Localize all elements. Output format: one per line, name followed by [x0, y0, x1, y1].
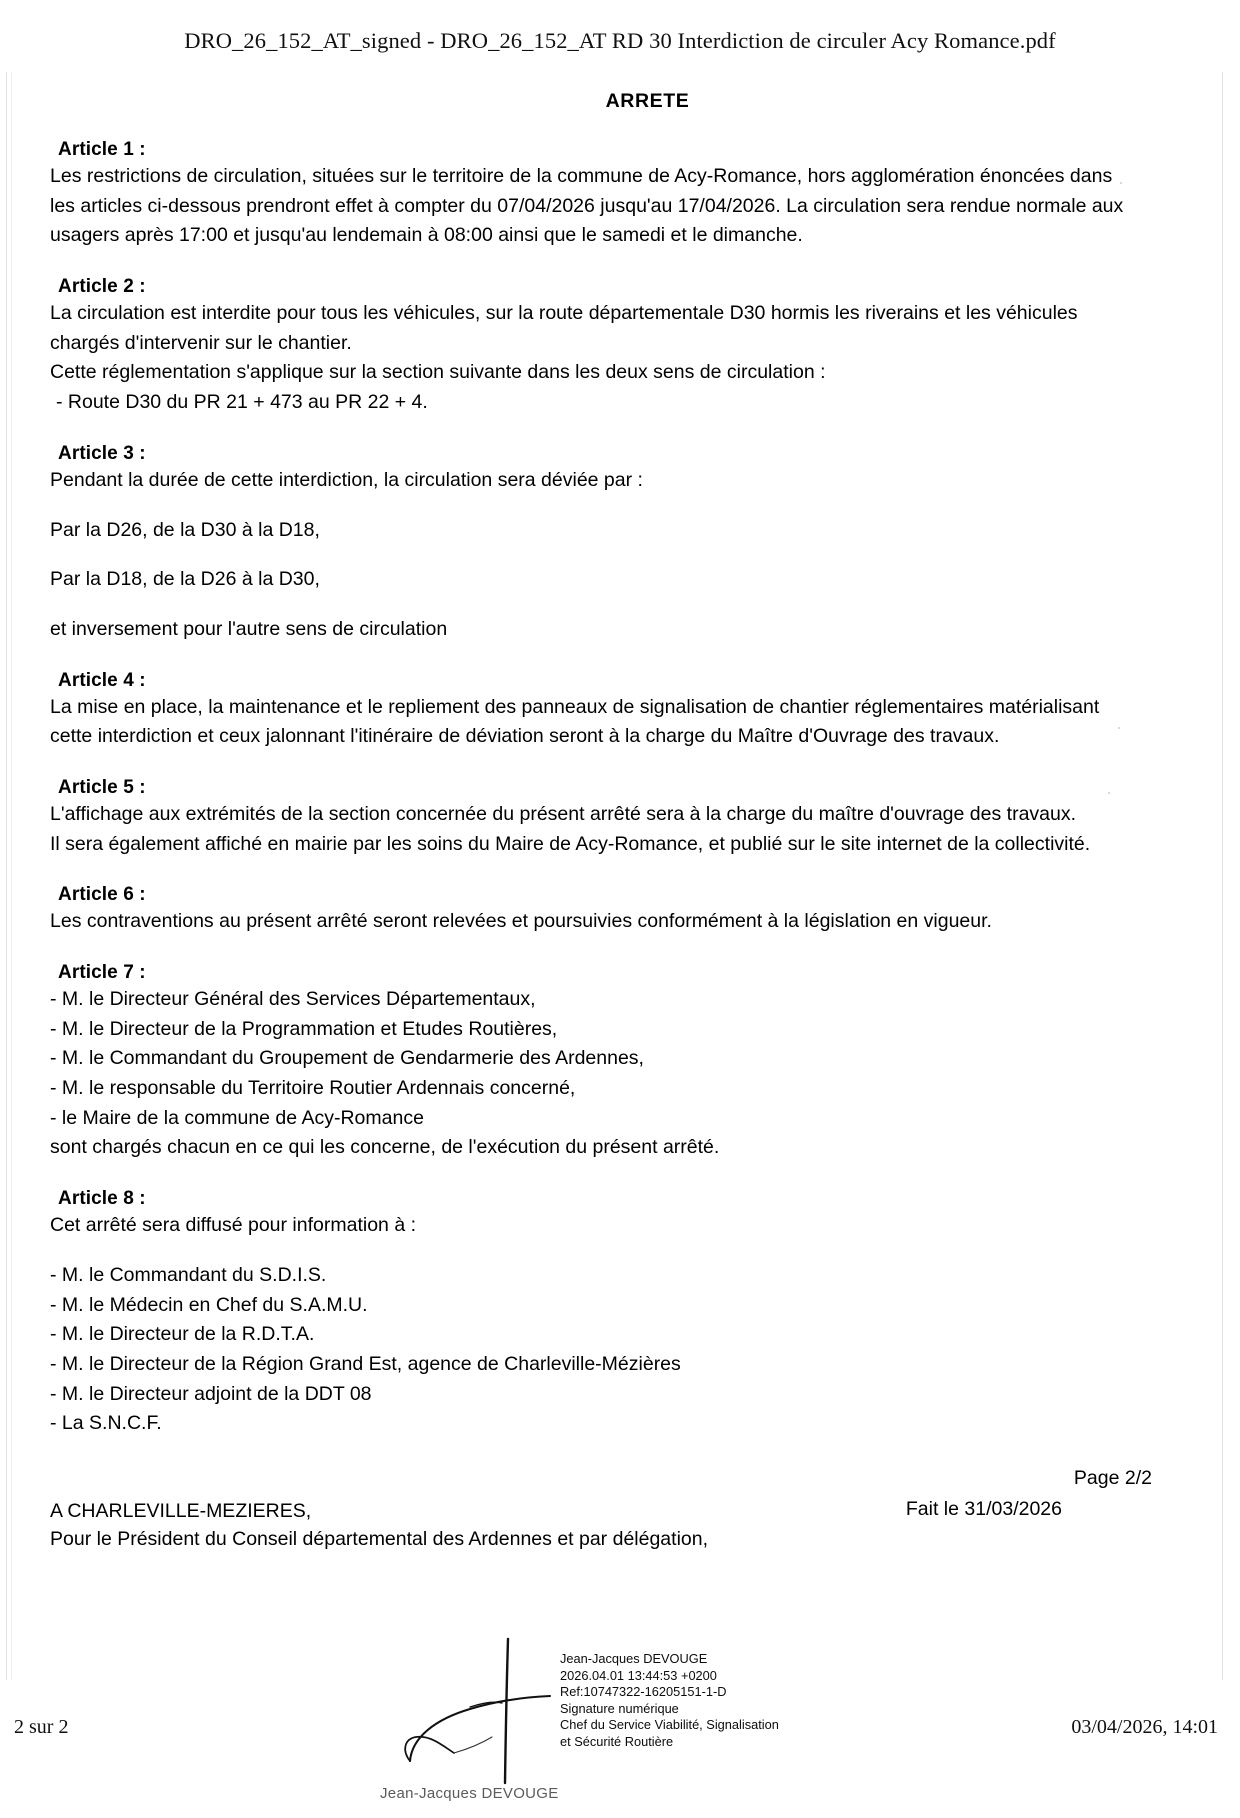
signature-meta-type: Signature numérique [560, 1700, 679, 1716]
recipient-item: - M. le Commandant du Groupement de Gendarmerie des Ardennes, [50, 1047, 644, 1070]
article-5-title: Article 5 : [58, 776, 146, 798]
scan-edge-artifact [1222, 72, 1223, 1680]
deviation-route-1: Par la D26, de la D30 à la D18, [50, 518, 320, 541]
article-6-line: Les contraventions au présent arrêté seront relevées et poursuivies conformément à la législation en vigueur. [50, 910, 992, 933]
diffusion-item: - M. le Médecin en Chef du S.A.M.U. [50, 1293, 368, 1316]
recipient-item: - M. le Directeur Général des Services Départementaux, [50, 988, 536, 1010]
signature-meta-timestamp: 2026.04.01 13:44:53 +0200 [560, 1667, 717, 1683]
article-8-line: Cet arrêté sera diffusé pour information à : [50, 1214, 416, 1237]
article-3 [50, 443, 1190, 644]
diffusion-item: - M. le Directeur de la R.D.T.A. [50, 1323, 315, 1346]
article-1-line: les articles ci-dessous prendront effet à compter du 07/04/2026 jusqu'au 17/04/2026. La circulation sera rendue normale aux [50, 194, 1124, 217]
signature-block [50, 1633, 1190, 1818]
diffusion-item: - M. le Commandant du S.D.I.S. [50, 1263, 327, 1286]
signature-meta-role-1: Chef du Service Viabilité, Signalisation [560, 1717, 779, 1733]
article-6-title: Article 6 : [58, 884, 146, 906]
closing-block [50, 1498, 1190, 1568]
signature-meta-role-2: et Sécurité Routière [560, 1734, 674, 1750]
article-6 [50, 884, 1190, 936]
article-8 [50, 1188, 1190, 1438]
article-2-title: Article 2 : [58, 276, 146, 298]
recipient-item: - M. le Directeur de la Programmation et Etudes Routières, [50, 1017, 558, 1040]
recipient-item: - le Maire de la commune de Acy-Romance [50, 1106, 424, 1129]
article-2-line: Cette réglementation s'applique sur la section suivante dans les deux sens de circulation : [50, 361, 826, 384]
article-2-line: La circulation est interdite pour tous les véhicules, sur la route départementale D30 hormis les riverains et les véhicules [50, 302, 1078, 325]
article-5-line: Il sera également affiché en mairie par les soins du Maire de Acy-Romance, et publié sur le site internet de la collectivité. [50, 832, 1091, 855]
closing-date: Fait le 31/03/2026 [905, 1497, 1062, 1520]
document-page-number: Page 2/2 [1073, 1467, 1152, 1489]
digital-signature-metadata [560, 1651, 779, 1751]
deviation-reverse-note: et inversement pour l'autre sens de circulation [50, 617, 448, 640]
recipient-item: - M. le responsable du Territoire Routier Ardennais concerné, [50, 1077, 576, 1100]
article-1-line: Les restrictions de circulation, situées sur le territoire de la commune de Acy-Romance, hors agglomération énoncées dans [50, 165, 1113, 187]
article-4-line: cette interdiction et ceux jalonnant l'itinéraire de déviation seront à la charge du Maître d'Ouvrage des travaux. [50, 725, 1000, 748]
article-3-title: Article 3 : [58, 442, 146, 464]
article-5 [50, 777, 1190, 858]
article-5-line: L'affichage aux extrémités de la section concernée du présent arrêté sera à la charge du maître d'ouvrage des travaux. [50, 802, 1077, 825]
article-4-title: Article 4 : [58, 669, 146, 691]
viewer-page-indicator: 2 sur 2 [14, 1716, 69, 1738]
document-body [50, 72, 1190, 1818]
article-4-line: La mise en place, la maintenance et le repliement des panneaux de signalisation de chantier réglementaires matérialisant [50, 695, 1100, 718]
article-7-title: Article 7 : [58, 962, 146, 983]
article-7 [50, 962, 1190, 1162]
article-2-line: chargés d'intervenir sur le chantier. [50, 331, 352, 354]
article-7-closing-line: sont chargés chacun en ce qui les concerne, de l'exécution du présent arrêté. [50, 1136, 720, 1159]
document-heading: ARRETE [605, 90, 690, 112]
closing-delegation: Pour le Président du Conseil départemental des Ardennes et par délégation, [50, 1527, 709, 1550]
scan-edge-artifact [6, 72, 7, 1680]
scan-edge-artifact [11, 72, 12, 1680]
article-4 [50, 670, 1190, 751]
diffusion-item: - M. le Directeur adjoint de la DDT 08 [50, 1382, 372, 1405]
handwritten-signature-icon [350, 1633, 570, 1793]
signature-meta-ref: Ref:10747322-16205151-1-D [560, 1684, 727, 1700]
article-1-title: Article 1 : [58, 139, 146, 160]
signature-meta-name: Jean-Jacques DEVOUGE [560, 1650, 708, 1666]
article-8-title: Article 8 : [58, 1188, 146, 1210]
article-2-route-item: - Route D30 du PR 21 + 473 au PR 22 + 4. [56, 391, 428, 414]
signature-printed-name: Jean-Jacques DEVOUGE [380, 1784, 559, 1802]
article-3-line: Pendant la durée de cette interdiction, la circulation sera déviée par : [50, 468, 643, 491]
article-1 [50, 139, 1190, 250]
article-1-line: usagers après 17:00 et jusqu'au lendemain à 08:00 ainsi que le samedi et le dimanche. [50, 224, 803, 247]
closing-place: A CHARLEVILLE-MEZIERES, [50, 1499, 312, 1522]
pdf-filename-title: DRO_26_152_AT_signed - DRO_26_152_AT RD 30 Interdiction de circuler Acy Romance.pdf [184, 28, 1056, 53]
article-2 [50, 276, 1190, 417]
deviation-route-2: Par la D18, de la D26 à la D30, [50, 568, 320, 591]
diffusion-item: - La S.N.C.F. [50, 1412, 162, 1435]
diffusion-item: - M. le Directeur de la Région Grand Est, agence de Charleville-Mézières [50, 1352, 681, 1375]
viewer-print-timestamp: 03/04/2026, 14:01 [1071, 1716, 1218, 1738]
